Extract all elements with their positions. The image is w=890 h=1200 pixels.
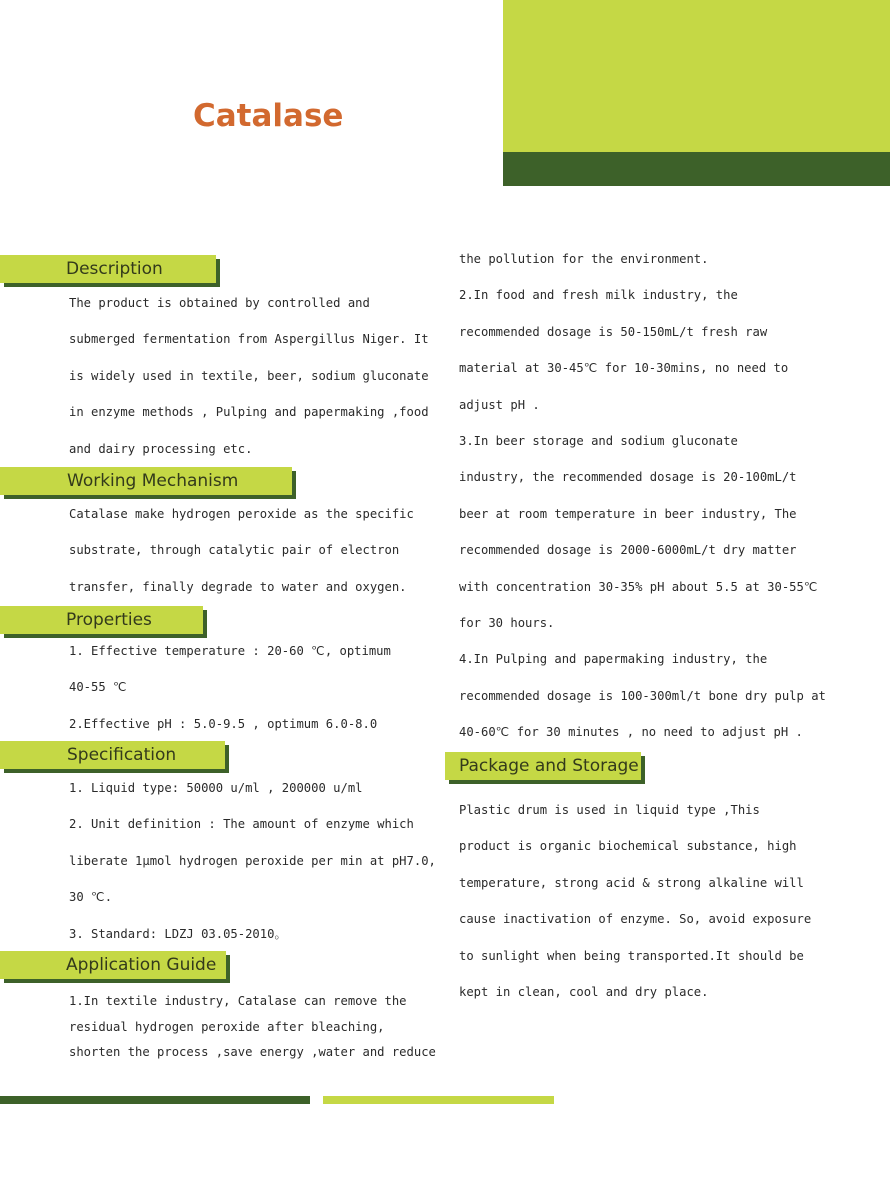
text-line: residual hydrogen peroxide after bleaching, — [69, 1019, 385, 1034]
text-line: in enzyme methods , Pulping and papermaking ,food — [69, 405, 429, 420]
application-guide-text-right — [459, 241, 826, 751]
text-line: substrate, through catalytic pair of electron — [69, 543, 400, 558]
header-dark-band — [503, 152, 890, 186]
footer-bar-light — [323, 1096, 554, 1104]
heading-working-mechanism: Working Mechanism — [0, 467, 292, 495]
text-line: material at 30-45℃ for 10-30mins, no need to — [459, 361, 789, 376]
text-line: the pollution for the environment. — [459, 252, 709, 266]
text-line: shorten the process ,save energy ,water and reduce — [69, 1045, 436, 1059]
text-line: 3.In beer storage and sodium gluconate — [459, 434, 738, 449]
text-line: to sunlight when being transported.It should be — [459, 948, 804, 963]
text-line: Plastic drum is used in liquid type ,This — [459, 803, 760, 817]
text-line: 2. Unit definition : The amount of enzyme which — [69, 817, 414, 832]
text-line: for 30 hours. — [459, 616, 555, 631]
heading-description: Description — [0, 255, 216, 283]
package-storage-text — [459, 792, 811, 1010]
text-line: transfer, finally degrade to water and oxygen. — [69, 579, 407, 594]
text-line: 2.In food and fresh milk industry, the — [459, 288, 738, 303]
text-line: 1. Effective temperature : 20-60 ℃, optimum — [69, 644, 391, 658]
text-line: is widely used in textile, beer, sodium gluconate — [69, 368, 429, 383]
application-guide-text-left — [69, 989, 436, 1066]
text-line: recommended dosage is 50-150mL/t fresh raw — [459, 324, 768, 339]
page-title: Catalase — [193, 98, 344, 134]
text-line: 40-60℃ for 30 minutes , no need to adjust pH . — [459, 725, 803, 740]
text-line: kept in clean, cool and dry place. — [459, 985, 709, 1000]
text-line: Catalase make hydrogen peroxide as the specific — [69, 507, 414, 521]
text-line: 4.In Pulping and papermaking industry, the — [459, 652, 768, 667]
header-green-block — [503, 0, 890, 152]
text-line: 1.In textile industry, Catalase can remove the — [69, 994, 407, 1008]
text-line: 2.Effective pH : 5.0-9.5 , optimum 6.0-8.0 — [69, 716, 378, 731]
heading-specification: Specification — [0, 741, 225, 769]
text-line: submerged fermentation from Aspergillus Niger. It — [69, 332, 429, 347]
text-line: and dairy processing etc. — [69, 441, 253, 456]
text-line: beer at room temperature in beer industry, The — [459, 506, 797, 521]
heading-properties: Properties — [0, 606, 203, 634]
properties-text — [69, 633, 391, 742]
text-line: industry, the recommended dosage is 20-100mL/t — [459, 470, 797, 485]
text-line: recommended dosage is 100-300ml/t bone dry pulp at — [459, 688, 826, 703]
footer-bar-dark — [0, 1096, 310, 1104]
text-line: product is organic biochemical substance, high — [459, 839, 797, 854]
text-line: 40-55 ℃ — [69, 680, 127, 695]
text-line: The product is obtained by controlled and — [69, 296, 370, 310]
text-line: recommended dosage is 2000-6000mL/t dry matter — [459, 543, 797, 558]
working-mechanism-text — [69, 496, 414, 605]
text-line: with concentration 30-35% pH about 5.5 at 30-55℃ — [459, 579, 818, 594]
text-line: 3. Standard: LDZJ 03.05-2010。 — [69, 926, 287, 941]
heading-package-storage: Package and Storage — [445, 752, 641, 780]
heading-application-guide: Application Guide — [0, 951, 226, 979]
text-line: liberate 1μmol hydrogen peroxide per min at pH7.0, — [69, 853, 436, 868]
text-line: 1. Liquid type: 50000 u/ml , 200000 u/ml — [69, 781, 363, 795]
text-line: temperature, strong acid & strong alkaline will — [459, 875, 804, 890]
specification-text — [69, 770, 436, 952]
text-line: adjust pH . — [459, 397, 540, 412]
text-line: 30 ℃. — [69, 890, 113, 905]
text-line: cause inactivation of enzyme. So, avoid exposure — [459, 912, 812, 927]
description-text — [69, 285, 429, 467]
